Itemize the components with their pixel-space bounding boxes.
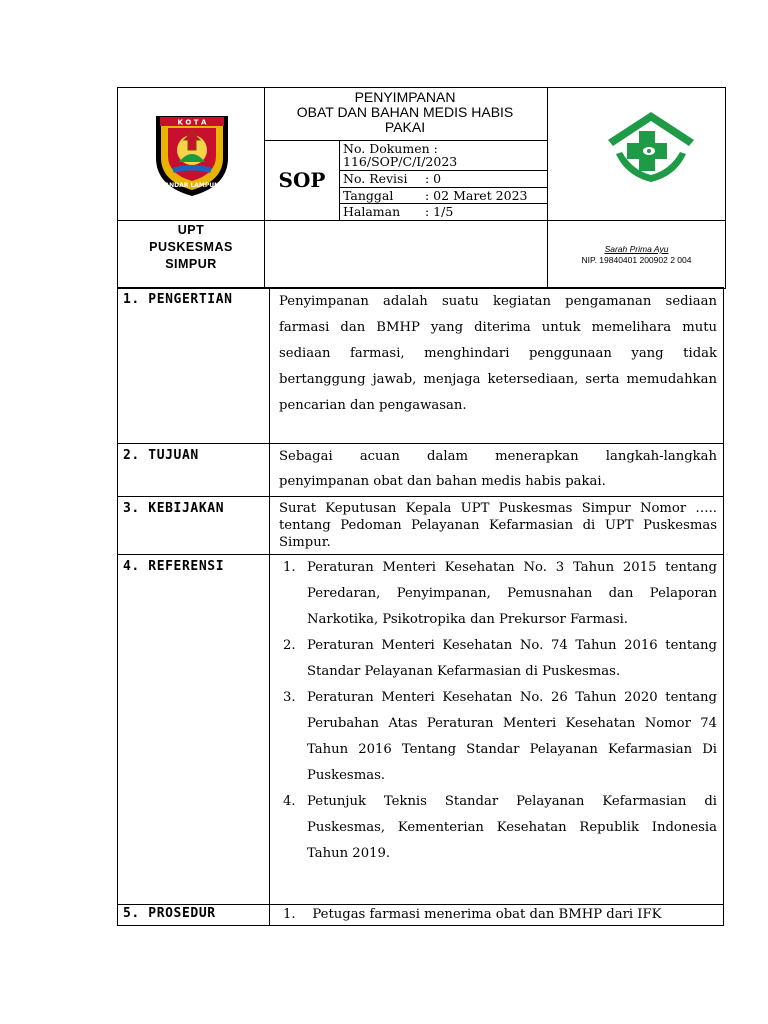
org-line: PUSKESMAS bbox=[149, 240, 233, 254]
organization-name bbox=[118, 222, 264, 273]
section-row-pengertian bbox=[118, 288, 724, 444]
document-header bbox=[117, 87, 726, 289]
title-line: OBAT DAN BAHAN MEDIS HABIS bbox=[296, 104, 514, 120]
org-line: SIMPUR bbox=[165, 257, 217, 271]
doc-number-label: No. Dokumen : bbox=[343, 141, 438, 156]
page-row bbox=[343, 205, 543, 218]
section-heading: 4. REFERENSI bbox=[118, 555, 270, 905]
section-row-prosedur bbox=[118, 905, 724, 926]
title-line: PENYIMPANAN bbox=[354, 89, 456, 105]
kota-bandar-lampung-emblem-icon bbox=[146, 106, 238, 198]
list-item: 4. Petunjuk Teknis Standar Pelayanan Kefarmasian di Puskesmas, Kementerian Kesehatan Republik Indonesia Tahun 2019. bbox=[283, 794, 717, 861]
sop-content-table bbox=[117, 287, 724, 926]
section-heading: 3. KEBIJAKAN bbox=[118, 497, 270, 555]
sop-label: SOP bbox=[278, 168, 326, 192]
svg-text:BANDAR LAMPUNG: BANDAR LAMPUNG bbox=[159, 182, 225, 189]
section-row-kebijakan bbox=[118, 497, 724, 555]
signer-name: Sarah Prima Ayu bbox=[604, 244, 669, 254]
section-content bbox=[270, 288, 724, 444]
page-value: : 1/5 bbox=[425, 204, 454, 219]
date-label: Tanggal bbox=[343, 188, 394, 203]
section-content bbox=[270, 555, 724, 905]
list-item: 3. Peraturan Menteri Kesehatan No. 26 Tahun 2020 tentang Perubahan Atas Peraturan Menteri Kesehatan Nomor 74 Tahun 2016 Tentang Standar Pelayanan Kefarmasian Di Puskesmas. bbox=[283, 690, 717, 783]
section-row-referensi bbox=[118, 555, 724, 905]
section-heading: 2. TUJUAN bbox=[118, 444, 270, 497]
signature-block bbox=[548, 244, 725, 266]
section-heading: 1. PENGERTIAN bbox=[118, 288, 270, 444]
section-content bbox=[270, 497, 724, 555]
signer-nip: NIP. 19840401 200902 2 004 bbox=[581, 255, 692, 265]
reference-list bbox=[279, 555, 717, 867]
date-value: : 02 Maret 2023 bbox=[425, 188, 528, 203]
section-row-tujuan bbox=[118, 444, 724, 497]
document-title bbox=[265, 90, 545, 135]
section-content bbox=[270, 444, 724, 497]
page-label: Halaman bbox=[343, 204, 401, 219]
doc-number bbox=[343, 142, 543, 168]
date-row bbox=[343, 189, 543, 202]
doc-number-value: 116/SOP/C/I/2023 bbox=[343, 154, 458, 169]
section-content bbox=[270, 905, 724, 926]
section-heading: 5. PROSEDUR bbox=[118, 905, 270, 926]
list-item: 2. Peraturan Menteri Kesehatan No. 74 Tahun 2016 tentang Standar Pelayanan Kefarmasian di Puskesmas. bbox=[283, 638, 717, 679]
org-line: UPT bbox=[177, 223, 205, 237]
list-item: 1. Peraturan Menteri Kesehatan No. 3 Tahun 2015 tentang Peredaran, Penyimpanan, Pemusnahan dan Pelaporan Narkotika, Psikotropika dan Prekursor Farmasi. bbox=[283, 560, 717, 627]
puskesmas-cross-logo-icon bbox=[596, 106, 706, 196]
pengertian-text: Penyimpanan adalah suatu kegiatan pengamanan sediaan farmasi dan BMHP yang diterima untuk memelihara mutu sediaan farmasi, menghindari penggunaan yang tidak bertanggung jawab, menjaga ketersediaan, serta memudahkan pencarian dan pengawasan. bbox=[279, 294, 717, 413]
tujuan-text: Sebagai acuan dalam menerapkan langkah-langkah penyimpanan obat dan bahan medis habis pakai. bbox=[279, 449, 717, 489]
header-divider bbox=[118, 220, 725, 221]
kebijakan-text: Surat Keputusan Kepala UPT Puskesmas Simpur Nomor ….. tentang Pedoman Pelayanan Kefarmasian di UPT Puskesmas Simpur. bbox=[279, 501, 717, 550]
procedure-step: 1. Petugas farmasi menerima obat dan BMHP dari IFK bbox=[283, 907, 662, 922]
title-line: PAKAI bbox=[384, 119, 426, 135]
header-divider bbox=[339, 141, 340, 220]
revision-row bbox=[343, 172, 543, 185]
revision-value: : 0 bbox=[425, 171, 442, 186]
revision-label: No. Revisi bbox=[343, 171, 408, 186]
svg-text:K O T A: K O T A bbox=[177, 118, 207, 127]
